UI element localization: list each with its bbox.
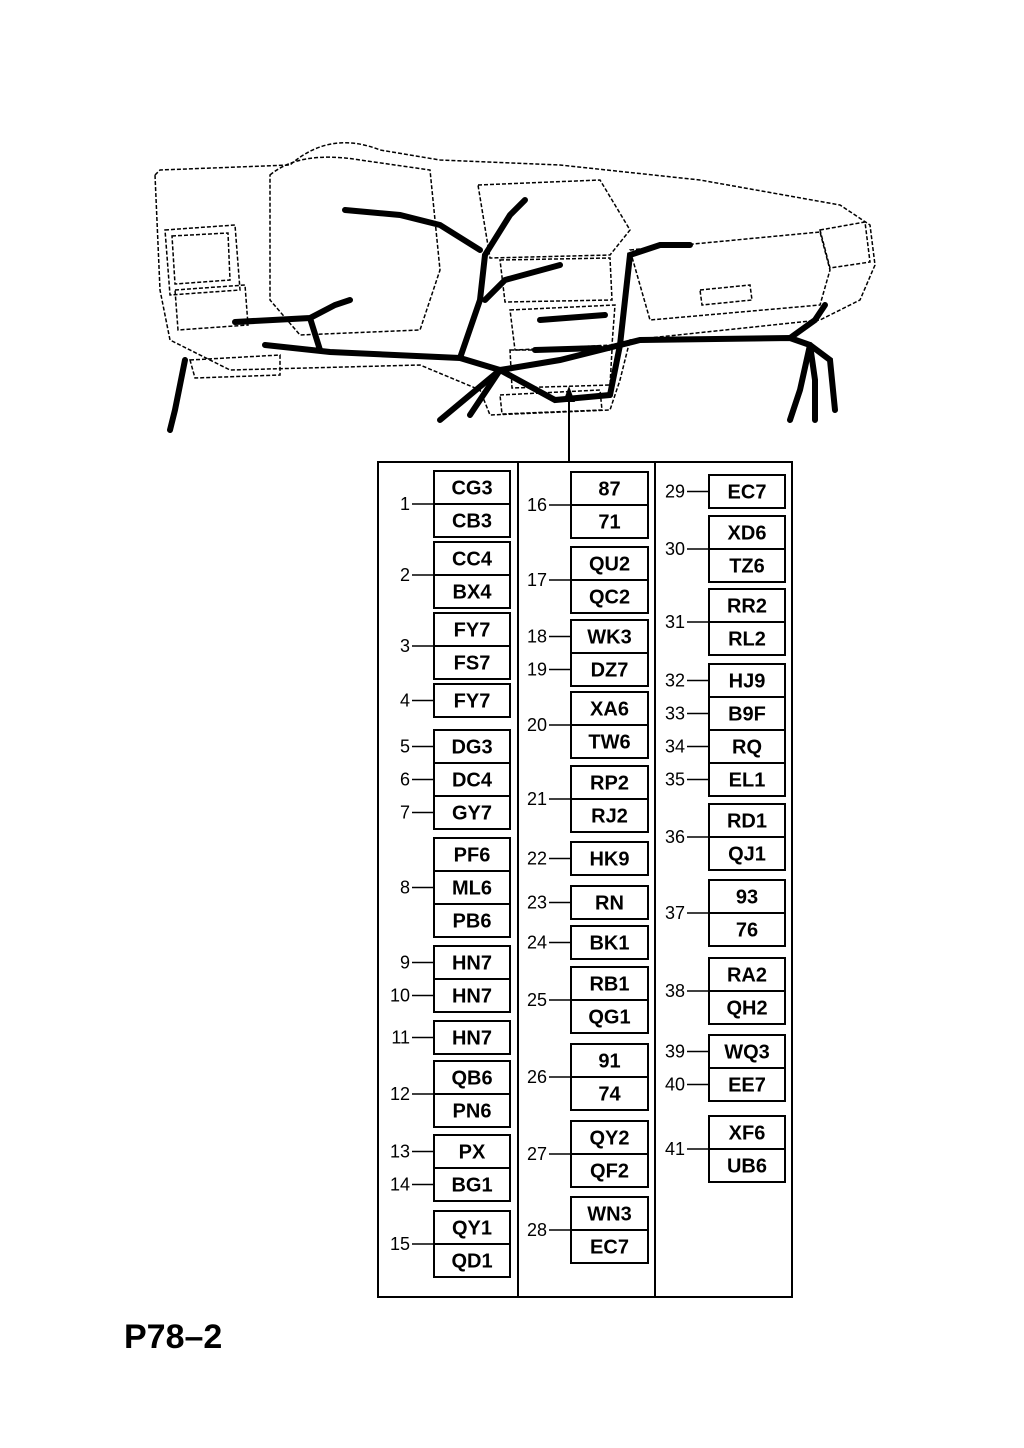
callout-number: 28 (526, 1220, 547, 1240)
callout-number: 21 (526, 789, 547, 809)
callout-number: 19 (526, 659, 547, 680)
callout-number: 37 (664, 903, 685, 923)
component-code: 71 (598, 511, 621, 534)
callout-number: 14 (389, 1174, 410, 1195)
code-box (434, 542, 510, 608)
component-code: CC4 (451, 548, 493, 571)
callout-number: 24 (526, 932, 547, 953)
callout-number: 12 (389, 1084, 410, 1104)
code-box (434, 684, 510, 717)
callout-group (400, 542, 510, 608)
component-code: GY7 (451, 802, 493, 825)
component-code: RJ2 (591, 805, 628, 828)
code-box (571, 886, 648, 919)
callout-number: 16 (526, 495, 547, 515)
callout-group (665, 804, 785, 870)
callout-number: 4 (399, 690, 410, 711)
component-code: XF6 (728, 1122, 766, 1145)
callout-group (400, 684, 510, 717)
component-code: PX (458, 1141, 486, 1164)
callout-group (527, 886, 648, 919)
callout-number: 10 (389, 985, 410, 1006)
component-code: WN3 (587, 1203, 632, 1226)
component-code: QB6 (451, 1067, 493, 1090)
callout-group (390, 946, 510, 1012)
component-code: TW6 (588, 731, 631, 754)
component-code: QY1 (451, 1217, 493, 1240)
callout-group (665, 1035, 785, 1101)
code-box (571, 547, 648, 613)
code-box (434, 1135, 510, 1201)
component-code: QC2 (588, 586, 631, 609)
callout-group (665, 1116, 785, 1182)
callout-number: 13 (389, 1141, 410, 1162)
callout-group (665, 516, 785, 582)
callout-number: 3 (399, 636, 410, 656)
callout-group (390, 1135, 510, 1201)
component-code: UB6 (726, 1155, 768, 1178)
code-box (709, 589, 785, 655)
component-code: B9F (728, 703, 766, 726)
code-box (434, 1211, 510, 1277)
callout-number: 8 (399, 877, 410, 898)
callout-number: 18 (526, 626, 547, 647)
component-code: RB1 (589, 973, 630, 996)
code-box (434, 613, 510, 679)
callout-number: 31 (664, 612, 685, 632)
component-code: WQ3 (724, 1041, 770, 1064)
callout-group (390, 1211, 510, 1277)
callout-number: 27 (526, 1144, 547, 1164)
callout-number: 11 (391, 1027, 410, 1048)
code-box (709, 516, 785, 582)
component-code: EE7 (728, 1074, 766, 1097)
callout-group (665, 664, 785, 796)
callout-number: 20 (526, 715, 547, 735)
component-code: 76 (735, 919, 759, 942)
component-code: 93 (735, 886, 759, 909)
component-code: XD6 (727, 522, 767, 545)
callout-group (527, 620, 648, 686)
component-code: TZ6 (729, 555, 765, 578)
callout-number: 26 (526, 1067, 547, 1087)
callout-group (527, 967, 648, 1033)
code-box (434, 838, 510, 937)
callout-group (527, 1197, 648, 1263)
code-box (709, 664, 785, 796)
callout-number: 17 (526, 570, 547, 590)
callout-number: 30 (664, 539, 685, 559)
callout-number: 32 (664, 670, 685, 691)
component-code: FS7 (453, 652, 491, 675)
component-code: QU2 (588, 553, 631, 576)
component-code: CB3 (451, 510, 493, 533)
component-code: EC7 (727, 481, 767, 504)
component-code: FY7 (453, 619, 491, 642)
callout-group (665, 958, 785, 1024)
callout-number: 22 (526, 848, 547, 869)
callout-number: 40 (664, 1074, 685, 1095)
callout-number: 2 (399, 565, 410, 585)
component-code: HN7 (451, 985, 493, 1008)
code-box (571, 766, 648, 832)
component-code: PF6 (453, 844, 491, 867)
component-code: 91 (598, 1050, 621, 1073)
callout-group (527, 692, 648, 758)
component-code: QG1 (588, 1006, 631, 1029)
callout-number: 5 (399, 736, 410, 757)
code-box (571, 692, 648, 758)
component-code: 87 (598, 478, 621, 501)
code-box (571, 967, 648, 1033)
callout-group (527, 1121, 648, 1187)
callout-number: 38 (664, 981, 685, 1001)
callout-number: 6 (399, 769, 410, 790)
callout-number: 23 (526, 892, 547, 913)
code-box (709, 804, 785, 870)
code-box (571, 1044, 648, 1110)
component-code: DZ7 (590, 659, 629, 682)
callout-group (527, 547, 648, 613)
callout-group (400, 471, 510, 537)
callout-group (527, 926, 648, 959)
component-code: QJ1 (728, 843, 766, 866)
component-code: WK3 (587, 626, 632, 649)
legend-frame (378, 462, 792, 1297)
component-code: BX4 (452, 581, 492, 604)
component-code: HN7 (451, 952, 493, 975)
callout-number: 36 (664, 827, 685, 847)
code-box (709, 958, 785, 1024)
component-code: DG3 (451, 736, 493, 759)
component-code: BK1 (589, 932, 630, 955)
component-code: RA2 (726, 964, 768, 987)
component-code: QY2 (589, 1127, 630, 1150)
callout-number: 1 (399, 494, 410, 514)
code-box (571, 472, 648, 538)
component-code: EC7 (590, 1236, 629, 1259)
component-code: RD1 (726, 810, 768, 833)
component-code: BG1 (451, 1174, 493, 1197)
callout-number: 9 (399, 952, 410, 973)
component-code: PN6 (452, 1100, 492, 1123)
callout-number: 39 (664, 1041, 685, 1062)
code-box (434, 1021, 510, 1054)
code-box (709, 880, 785, 946)
callout-group (665, 589, 785, 655)
component-code: QD1 (451, 1250, 493, 1273)
component-code: FY7 (453, 690, 491, 713)
component-code: HN7 (451, 1027, 493, 1050)
callout-number: 7 (399, 802, 410, 823)
dashboard-wiring-illustration (0, 0, 1024, 470)
callout-group (527, 766, 648, 832)
callout-number: 29 (664, 481, 685, 502)
code-box (709, 1116, 785, 1182)
page-code: P78–2 (124, 1318, 223, 1356)
component-code: DC4 (451, 769, 493, 792)
component-code: PB6 (452, 910, 492, 933)
callout-group (527, 842, 648, 875)
code-box (434, 730, 510, 829)
callout-number: 25 (526, 990, 547, 1010)
callout-number: 35 (664, 769, 685, 790)
component-code: HK9 (589, 848, 630, 871)
component-code: HJ9 (728, 670, 766, 693)
callout-group (527, 1044, 648, 1110)
component-code: RQ (732, 736, 762, 759)
callout-group (400, 730, 510, 829)
component-code: QF2 (590, 1160, 629, 1183)
code-box (571, 620, 648, 686)
code-box (571, 926, 648, 959)
component-code: QH2 (726, 997, 768, 1020)
code-box (571, 842, 648, 875)
component-code: ML6 (452, 877, 492, 900)
callout-group (665, 880, 785, 946)
callout-group (400, 613, 510, 679)
component-code: CG3 (451, 477, 493, 500)
callout-number: 33 (664, 703, 685, 724)
component-code: RL2 (728, 628, 766, 651)
component-code: RR2 (726, 595, 768, 618)
callout-group (390, 1061, 510, 1127)
component-code: XA6 (590, 698, 629, 721)
component-code: RN (595, 892, 624, 915)
code-box (434, 946, 510, 1012)
code-box (571, 1197, 648, 1263)
callout-group (391, 1021, 510, 1054)
code-box (434, 471, 510, 537)
component-code: EL1 (728, 769, 766, 792)
code-box (709, 475, 785, 508)
code-box (434, 1061, 510, 1127)
callout-number: 15 (389, 1234, 410, 1254)
callout-number: 41 (664, 1139, 685, 1159)
component-code: RP2 (590, 772, 629, 795)
callout-group (400, 838, 510, 937)
code-box (571, 1121, 648, 1187)
component-code: 74 (598, 1083, 621, 1106)
callout-group (665, 475, 785, 508)
callout-number: 34 (664, 736, 685, 757)
callout-group (527, 472, 648, 538)
code-box (709, 1035, 785, 1101)
